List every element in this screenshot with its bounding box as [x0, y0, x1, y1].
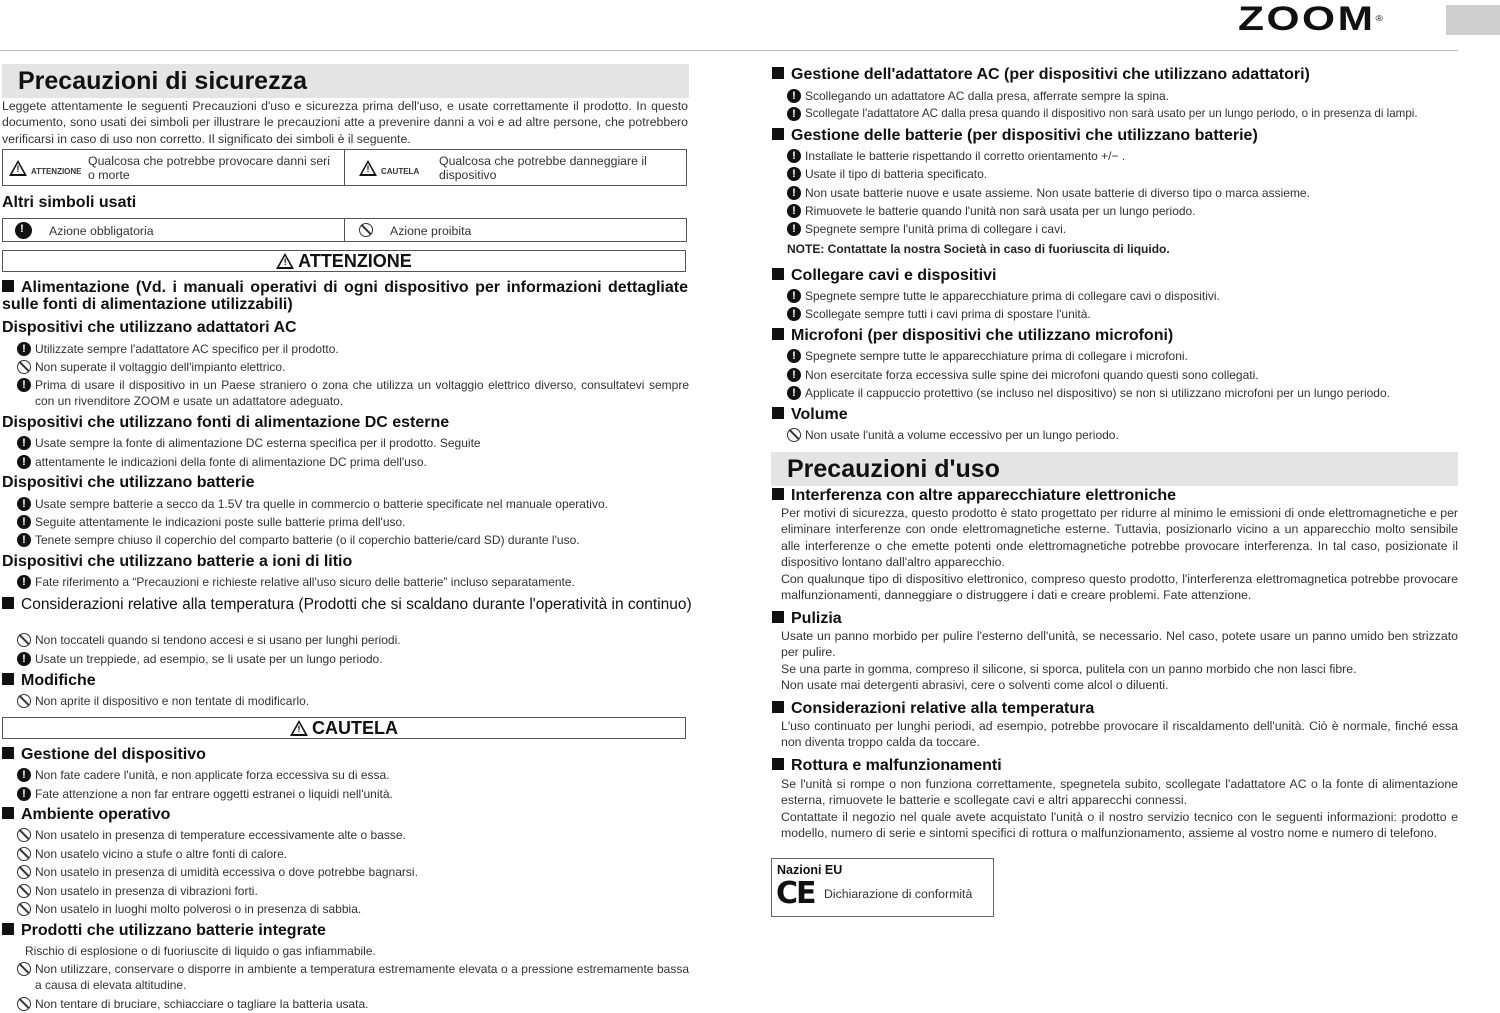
bullet-square-icon — [772, 268, 784, 280]
bullet-square-icon — [772, 67, 784, 79]
mods-title: Modifiche — [2, 672, 96, 689]
prohibited-label: Azione proibita — [390, 224, 472, 238]
bullet-square-icon — [772, 758, 784, 770]
list-item: Non superate il voltaggio dell'impianto elettrico. — [17, 359, 285, 375]
symbols-table — [2, 149, 687, 186]
mandatory-icon — [17, 436, 31, 450]
list-item: ! Usate sempre la fonte di alimentazione DC esterna specifica per il prodotto. Seguite — [17, 435, 481, 451]
warning-triangle-icon — [9, 160, 27, 176]
mandatory-icon — [17, 455, 31, 469]
mandatory-icon — [787, 368, 801, 382]
symbol-warning — [3, 150, 344, 185]
list-item: ! Utilizzate sempre l'adattatore AC specifico per il prodotto. — [17, 341, 339, 357]
symbol-caution — [344, 150, 686, 185]
list-item: Non utilizzare, conservare o disporre in ambiente a temperatura estremamente elevata o a pressione estremamente bassa a causa di elevata altitudine. — [17, 961, 689, 993]
prohibited-icon — [17, 847, 31, 861]
mandatory-icon — [15, 222, 32, 239]
caution-triangle-icon — [359, 160, 377, 176]
prohibited-icon — [359, 223, 373, 237]
mandatory-icon — [787, 222, 801, 236]
ac-title: Dispositivi che utilizzano adattatori AC — [2, 319, 297, 336]
caution-meaning: Qualcosa che potrebbe danneggiare il dispositivo — [439, 154, 647, 182]
mics-title: Microfoni (per dispositivi che utilizzano microfoni) — [772, 327, 1173, 344]
bullet-square-icon — [2, 597, 14, 609]
mandatory-icon — [787, 186, 801, 200]
power-title: Alimentazione (Vd. i manuali operativi di ogni dispositivo per informazioni dettagliate sulle fonti di alimentazione utilizzabili) — [2, 279, 688, 313]
bullet-square-icon — [772, 701, 784, 713]
safety-title: Precauzioni di sicurezza — [2, 64, 689, 98]
list-item: ! Non esercitate forza eccessiva sulle spine dei microfoni quando questi sono collegati. — [787, 367, 1259, 383]
prohibited-icon — [17, 360, 31, 374]
list-item: Non usatelo in luoghi molto polverosi o in presenza di sabbia. — [17, 901, 361, 917]
prohibited-icon — [17, 884, 31, 898]
list-item: ! Scollegando un adattatore AC dalla presa, afferrate sempre la spina. — [787, 88, 1169, 104]
symbol-mandatory — [3, 219, 344, 241]
list-item: ! Usate un treppiede, ad esempio, se li usate per un lungo periodo. — [17, 651, 383, 667]
temperature-title: Considerazioni relative alla temperatura — [772, 700, 1094, 717]
mandatory-icon — [17, 515, 31, 529]
mandatory-icon — [787, 349, 801, 363]
cables-title: Collegare cavi e dispositivi — [772, 267, 996, 284]
mandatory-icon — [17, 787, 31, 801]
prohibited-icon — [17, 633, 31, 647]
list-item: ! Applicate il cappuccio protettivo (se incluso nel dispositivo) se non si utilizzano microfoni per un lungo periodo. — [787, 385, 1390, 401]
prohibited-icon — [787, 428, 801, 442]
list-item: ! Spegnete sempre l'unità prima di collegare i cavi. — [787, 221, 1066, 237]
prohibited-icon — [17, 694, 31, 708]
list-item: Non usatelo in presenza di temperature eccessivamente alte o basse. — [17, 827, 406, 843]
list-item: ! Spegnete sempre tutte le apparecchiature prima di collegare i microfoni. — [787, 348, 1188, 364]
bullet-square-icon — [2, 747, 14, 759]
bullet-square-icon — [772, 488, 784, 500]
safety-intro: Leggete attentamente le seguenti Precauzioni d'uso e sicurezza prima dell'uso, e usate correttamente il prodotto. In questo documento, sono usati dei simboli per illustrare le precauzioni atte a prevenire danni a voi e ad altre persone, che potrebbero verificarsi in caso di uso non corretto. Il significato dei simboli è il seguente. — [2, 99, 688, 146]
warning-icon — [276, 253, 294, 269]
li-title: Dispositivi che utilizzano batterie a ioni di litio — [2, 553, 353, 570]
temperature-text: L'uso continuato per lunghi periodi, ad esempio, potrebbe provocare il riscaldamento dell'unità. Ciò è normale, finché essa non diventa troppo calda da toccare. — [781, 719, 1458, 750]
bullet-square-icon — [772, 328, 784, 340]
mandatory-icon — [787, 289, 801, 303]
list-item: ! Tenete sempre chiuso il coperchio del comparto batterie (o il coperchio batterie/card SD) durante l'uso. — [17, 532, 580, 548]
cleaning-text: Usate un panno morbido per pulire l'esterno dell'unità, se necessario. Nel caso, potete usare un panno umido ben strizzato per pulire. Se una parte in gomma, compreso il silicone, si sporca, pulitela con un panno morbido che non lasci fibre. Non usate mai detergenti abrasivi, cere o solventi come alcol o diluenti. — [781, 629, 1458, 693]
mandatory-icon — [787, 167, 801, 181]
bullet-square-icon — [2, 280, 14, 292]
header-rule — [0, 50, 1458, 51]
list-item: Non usatelo in presenza di umidità eccessiva o dove potrebbe bagnarsi. — [17, 864, 418, 880]
list-item: ! Fate riferimento a “Precauzioni e richieste relative all'uso sicuro delle batterie” incluso separatamente. — [17, 574, 575, 590]
mandatory-icon — [17, 533, 31, 547]
mandatory-icon — [17, 342, 31, 356]
list-item: ! Usate il tipo di batteria specificato. — [787, 166, 987, 182]
list-item: Non usate l'unità a volume eccessivo per un lungo periodo. — [787, 427, 1119, 443]
eu-text: Dichiarazione di conformità — [824, 887, 973, 901]
interference-text: Per motivi di sicurezza, questo prodotto è stato progettato per ridurre al minimo le emissioni di onde elettromagnetiche e per eliminare interferenze con onde elettromagnetiche esterne. Tuttavia, posizionarlo vicino a un apparecchio molto sensibile alle interferenze o che emette potenti onde elettromagnetiche potrebbe provocare interferenza. In tal caso, posizionate il dispositivo lontano dall'altro apparecchio. Con qualunque tipo di dispositivo elettronico, compreso questo prodotto, l'interferenza elettromagnetica potrebbe provocare malfunzionamenti, danneggiare o distruggere i dati e creare problemi. Fate attenzione. — [781, 506, 1458, 603]
mandatory-icon — [787, 204, 801, 218]
breakage-text: Se l'unità si rompe o non funziona correttamente, spegnetela subito, scollegate l'adattatore AC o la fonte di alimentazione esterna, rimuovete le batterie e scollegate cavi e altri apparecchi connessi. Contattate il negozio nel quale avete acquistato l'unità o il nostro servizio tecnico con le seguenti informazioni: prodotto e modello, numero di serie e sintomi specifici di rottura o malfunzionamento, assieme al vostro nome e numero di telefono. — [781, 777, 1458, 841]
list-item: ! Usate sempre batterie a secco da 1.5V tra quelle in commercio o batterie specificate nel manuale operativo. — [17, 496, 608, 512]
warning-meaning: Qualcosa che potrebbe provocare danni seri o morte — [88, 154, 330, 182]
list-item: ! Installate le batterie rispettando il corretto orientamento +/− . — [787, 148, 1125, 164]
mandatory-label: Azione obbligatoria — [49, 224, 154, 238]
caution-symbol: ! CAUTELA — [359, 160, 419, 179]
list-item: Non tentare di bruciare, schiacciare o tagliare la batteria usata. — [17, 996, 369, 1012]
mandatory-icon — [17, 652, 31, 666]
bullet-square-icon — [2, 807, 14, 819]
bullet-square-icon — [2, 923, 14, 935]
list-item: ! Rimuovete le batterie quando l'unità non sarà usata per un lungo periodo. — [787, 203, 1196, 219]
mandatory-icon — [17, 575, 31, 589]
list-item: ! Seguite attentamente le indicazioni poste sulle batterie prima dell'uso. — [17, 514, 406, 530]
prohibited-icon — [17, 828, 31, 842]
other-symbols-table — [2, 218, 687, 242]
warning-symbol: !ATTENZIONE — [9, 160, 82, 179]
mandatory-icon — [787, 307, 801, 321]
breakage-title: Rottura e malfunzionamenti — [772, 757, 1002, 774]
prohibited-icon — [17, 865, 31, 879]
interference-title: Interferenza con altre apparecchiature elettroniche — [772, 487, 1176, 504]
mandatory-icon — [17, 378, 31, 392]
list-item: ! Non usate batterie nuove e usate assieme. Non usate batterie di diverso tipo o marca assieme. — [787, 185, 1310, 201]
builtin-title: Prodotti che utilizzano batterie integrate — [2, 922, 326, 939]
bullet-square-icon — [772, 128, 784, 140]
mandatory-icon — [787, 89, 801, 103]
volume-title: Volume — [772, 406, 848, 423]
mandatory-icon — [787, 107, 801, 121]
mandatory-icon — [787, 386, 801, 400]
header-tab-block — [1446, 5, 1500, 35]
list-item: Non usatelo vicino a stufe o altre fonti di calore. — [17, 846, 287, 862]
battery-note: NOTE: Contattate la nostra Società in caso di fuoriuscita di liquido. — [787, 242, 1170, 256]
bullet-square-icon — [772, 611, 784, 623]
symbol-prohibited — [344, 219, 686, 241]
list-item: Non toccateli quando si tendono accesi e si usano per lunghi periodi. — [17, 632, 401, 648]
mandatory-icon — [17, 497, 31, 511]
bullet-square-icon — [2, 673, 14, 685]
mandatory-icon — [17, 768, 31, 782]
warning-bar: !ATTENZIONE — [2, 250, 686, 272]
list-item: ! Fate attenzione a non far entrare oggetti estranei o liquidi nell'unità. — [17, 786, 393, 802]
list-item: ! Non fate cadere l'unità, e non applicate forza eccessiva su di essa. — [17, 767, 390, 783]
caution-bar: !CAUTELA — [2, 717, 686, 739]
caution-icon — [290, 720, 308, 736]
ce-mark-icon: CE — [776, 876, 815, 911]
batt-title: Dispositivi che utilizzano batterie — [2, 474, 255, 491]
cleaning-title: Pulizia — [772, 610, 842, 627]
temp-title: Considerazioni relative alla temperatura (Prodotti che si scaldano durante l'operatività in continuo) — [2, 596, 692, 613]
dc-title: Dispositivi che utilizzano fonti di alimentazione DC esterne — [2, 414, 450, 431]
zoom-logo: ZOOM® — [1238, 0, 1383, 38]
eu-title: Nazioni EU — [777, 863, 843, 877]
mandatory-icon — [787, 149, 801, 163]
eu-conformity-box — [771, 858, 994, 917]
list-item: ! Scollegate l'adattatore AC dalla presa quando il dispositivo non sarà usato per un lungo periodo, o in presenza di lampi. — [787, 106, 1418, 122]
prohibited-icon — [17, 997, 31, 1011]
list-item: ! Prima di usare il dispositivo in un Paese straniero o zona che utilizza un voltaggio elettrico diverso, consultatevi sempre con un rivenditore ZOOM e usate un adattatore adeguato. — [17, 377, 689, 409]
list-item: ! attentamente le indicazioni della fonte di alimentazione DC prima dell'uso. — [17, 454, 427, 470]
batteries-title: Gestione delle batterie (per dispositivi che utilizzano batterie) — [772, 127, 1258, 144]
bullet-square-icon — [772, 407, 784, 419]
list-item: Non aprite il dispositivo e non tentate di modificarlo. — [17, 693, 309, 709]
prohibited-icon — [17, 902, 31, 916]
usage-title: Precauzioni d'uso — [771, 452, 1458, 486]
builtin-note: Rischio di esplosione o di fuoriuscite di liquido o gas infiammabile. — [25, 944, 376, 958]
list-item: ! Spegnete sempre tutte le apparecchiature prima di collegare cavi o dispositivi. — [787, 288, 1220, 304]
prohibited-icon — [17, 962, 31, 976]
list-item: Non usatelo in presenza di vibrazioni forti. — [17, 883, 258, 899]
env-title: Ambiente operativo — [2, 806, 170, 823]
list-item: ! Scollegate sempre tutti i cavi prima di spostare l'unità. — [787, 306, 1091, 322]
adapter-title: Gestione dell'adattatore AC (per dispositivi che utilizzano adattatori) — [772, 66, 1310, 83]
other-symbols-title: Altri simboli usati — [2, 194, 137, 211]
device-title: Gestione del dispositivo — [2, 746, 206, 763]
